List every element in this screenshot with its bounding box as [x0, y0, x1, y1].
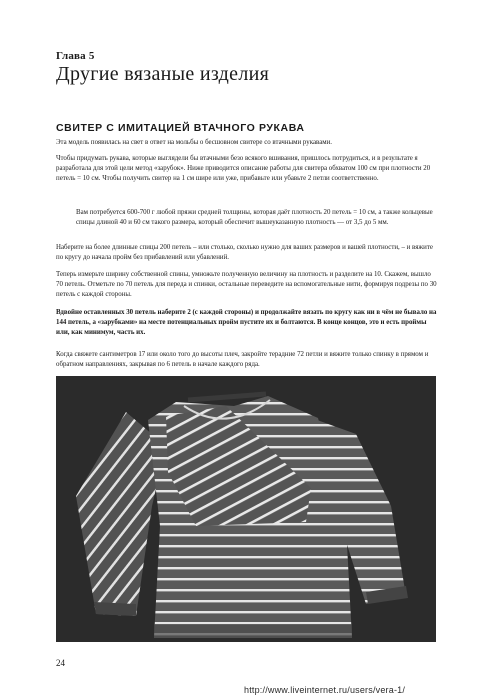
paragraph-shoulders: Когда свяжете сантиметров 17 или около того до высоты плеч, закройте терадние 72 петли и вяжите только спинку в прямом и обратном направлениях, закрывая по 6 петель в начале каждого ряда. — [56, 351, 429, 369]
paragraph-method: Чтобы придумать рукава, которые выглядели бы втачными безо всякого вшивания, пришлось потрудиться, и в результате я разработала для этой цели метод «зарубок». Ниже приводится описание работы для свитера обхватом 100 см при плотности 20 петель = 10 см. Чтобы получить свитер на 1 см шире или уже, прибавьте или убавьте 2 петли соответственно. — [56, 155, 431, 183]
chapter-title: Другие вязаные изделия — [56, 63, 270, 85]
paragraph-armholes: Вдвойне оставленных 30 петель наберите 2 (с каждой стороны) и продолжайте вязать по кругу как ни в чём не бывало на 144 петель, а «зарубками» на месте потенциальных пройм пустите их и болтаются. В конце концов, это и есть проймы или, как минимум, часть их. — [56, 309, 437, 337]
sweater-photo — [56, 376, 436, 642]
chapter-label: Глава 5 — [56, 50, 95, 62]
paragraph-measure: Теперь измерьте ширину собственной спины, умножьте полученную величину на плотность и разделите на 10. Скажем, вышло 70 петель. Отметьте по 70 петель для переда и спинки, остальные переведите на вспомогательные нити, формируя подрезы по 30 петель с каждой стороны. — [56, 271, 437, 299]
paragraph-materials: Вам потребуется 600-700 г любой пряжи средней толщины, которая даёт плотность 20 петель = 10 см, а также кольцевые спицы длиной 40 и 60 см такого размера, который обеспечит вышеуказанную плотность — от 3,5 до 5 мм. — [76, 209, 433, 227]
page-number: 24 — [56, 658, 65, 668]
section-heading: СВИТЕР С ИМИТАЦИЕЙ ВТАЧНОГО РУКАВА — [56, 122, 305, 134]
paragraph-cast-on: Наберите на более длинные спицы 200 петель – или столько, сколько нужно для ваших размеров и вашей плотности, – и вяжите по кругу до начала пройм без прибавлений или убавлений. — [56, 244, 433, 262]
striped-sweater-illustration — [56, 376, 436, 642]
intro-paragraph: Эта модель появилась на свет в ответ на мольбы о бесшовном свитере со втачными рукавами. — [56, 139, 333, 146]
watermark-url: http://www.liveinternet.ru/users/vera-1/ — [244, 685, 406, 695]
